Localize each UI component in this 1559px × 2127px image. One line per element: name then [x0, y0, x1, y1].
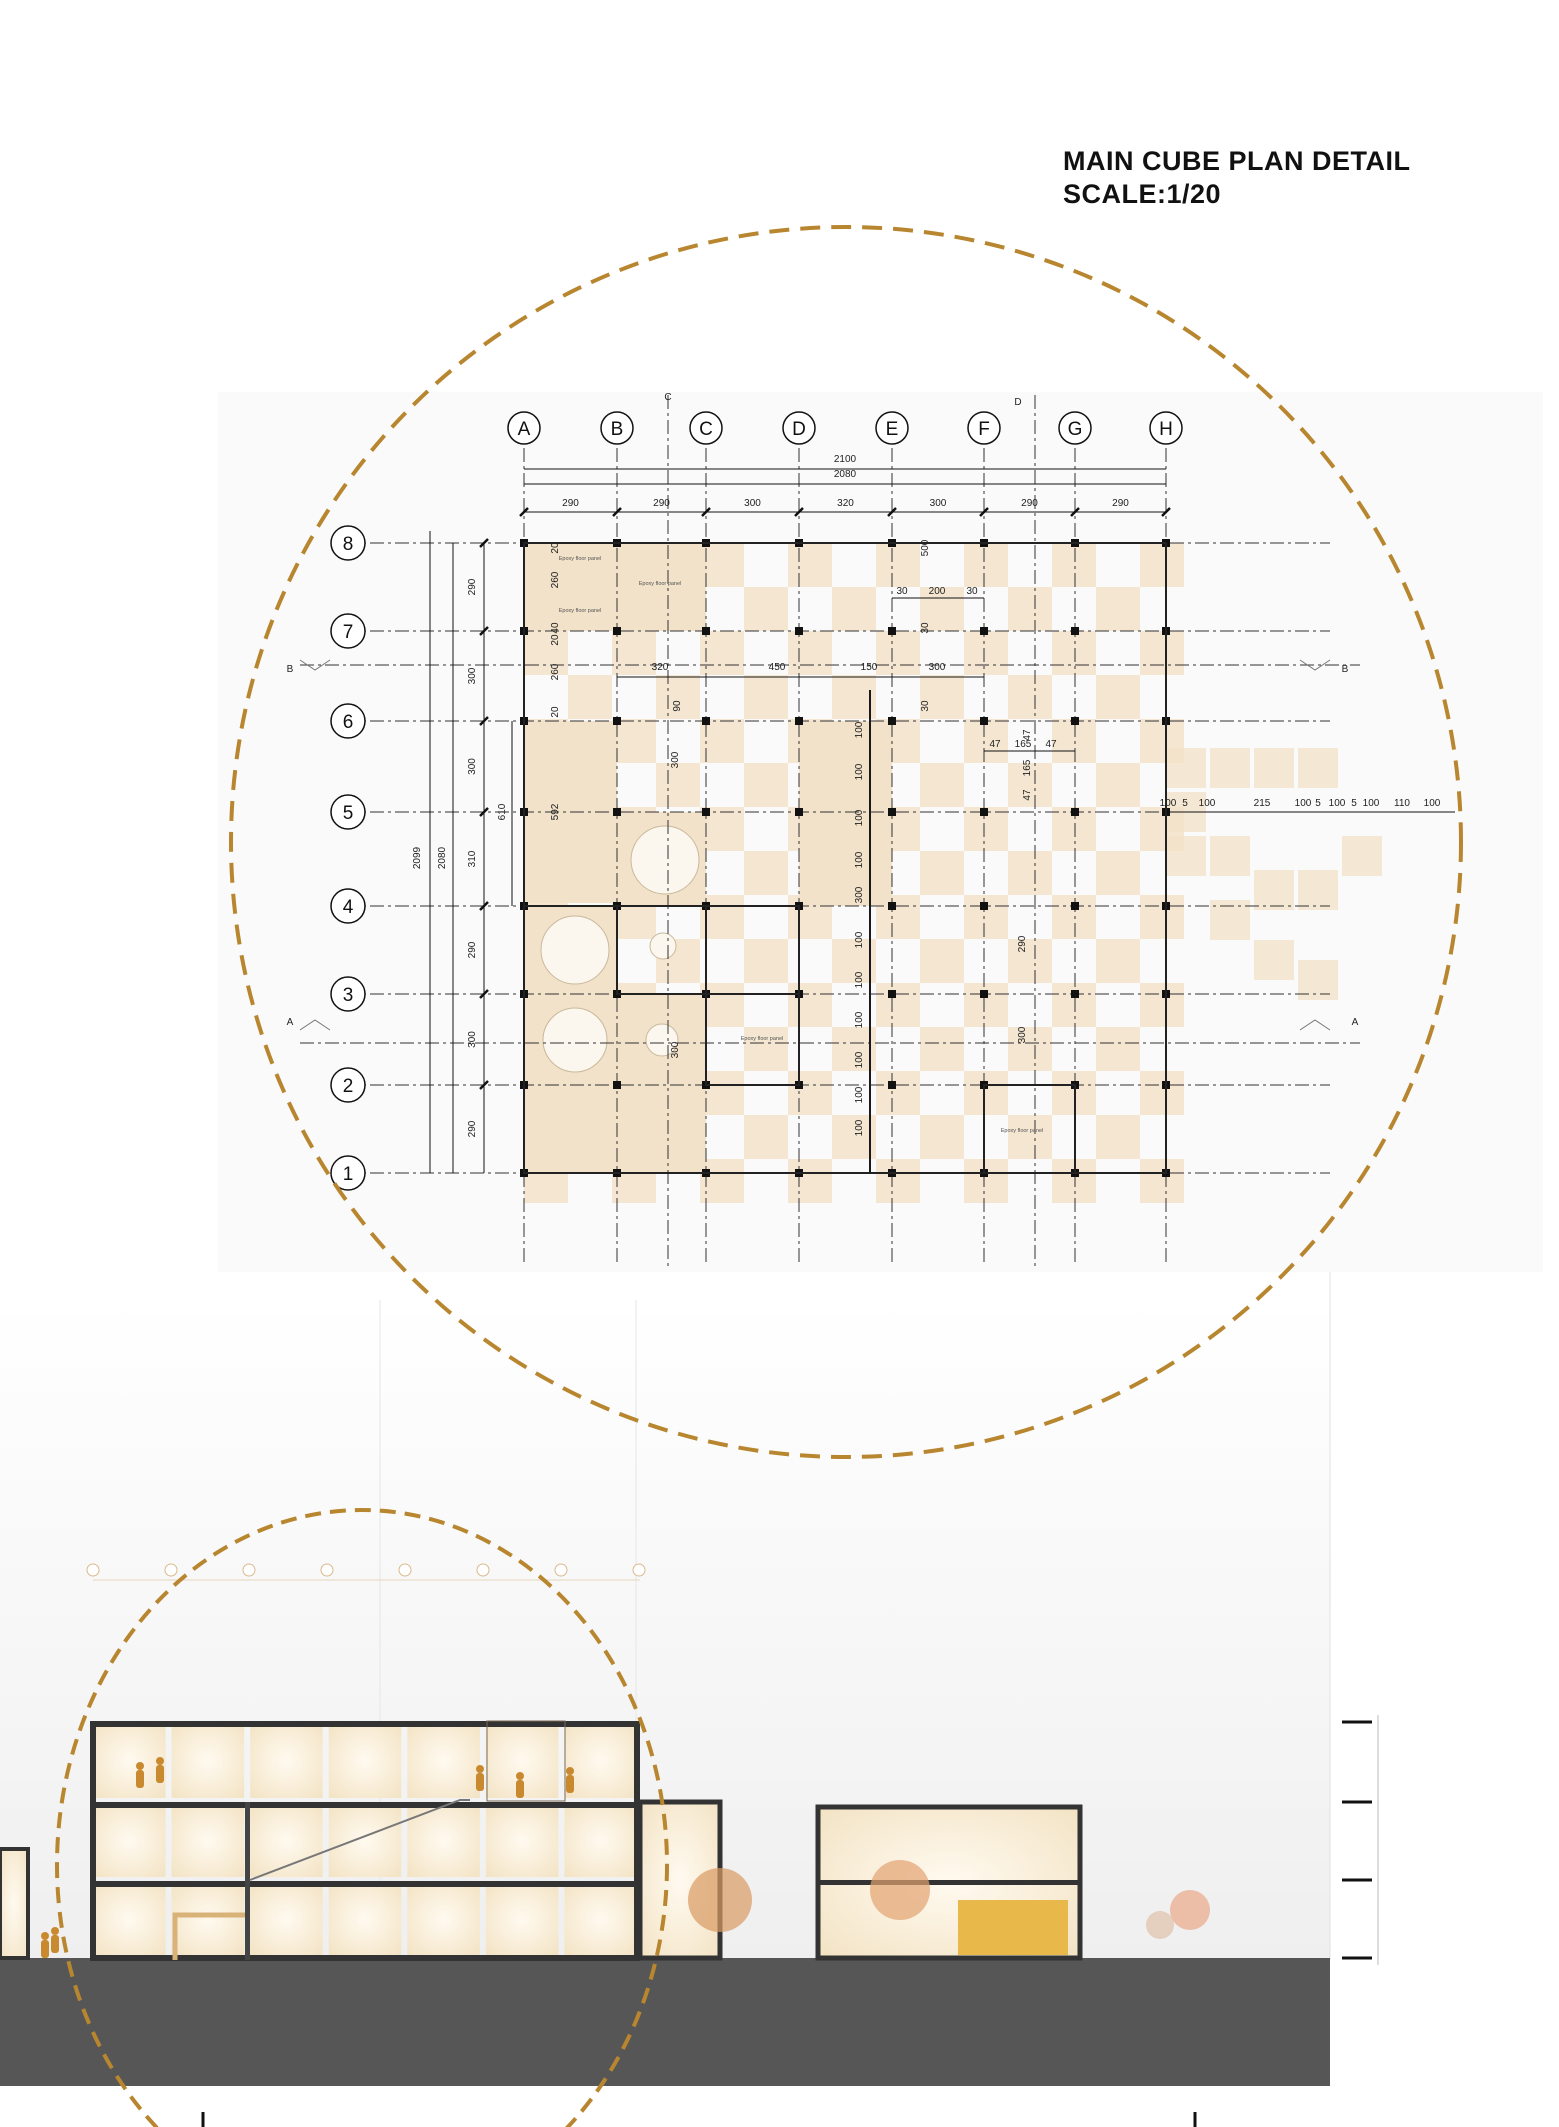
span-dimension: 100 [854, 971, 865, 989]
structural-column [1071, 717, 1079, 725]
span-dimension: 5 [1182, 798, 1188, 809]
floor-tile [1052, 895, 1096, 939]
span-dimension: 47 [1045, 739, 1057, 750]
floor-tile [568, 675, 612, 719]
structural-column [980, 990, 988, 998]
structural-column [888, 808, 896, 816]
structural-column [1071, 808, 1079, 816]
round-element [543, 1008, 607, 1072]
span-dimension: 100 [854, 1011, 865, 1029]
floor-tile [700, 543, 744, 587]
bay-dimension: 300 [467, 667, 478, 685]
column-axis-label: H [1159, 419, 1173, 440]
floor-tile [876, 631, 920, 675]
room [93, 1805, 166, 1877]
floor-tile [1298, 748, 1338, 788]
bay-dimension: 300 [467, 1031, 478, 1048]
floor-panel [617, 1085, 706, 1173]
floor-tile [1298, 870, 1338, 910]
floor-panel [799, 812, 892, 906]
structural-column [888, 717, 896, 725]
floor-tile [744, 675, 788, 719]
floor-tile [1008, 1027, 1052, 1071]
room [329, 1884, 402, 1955]
room [329, 1805, 402, 1877]
span-dimension: 5 [1351, 798, 1357, 809]
floor-panel [617, 543, 706, 631]
bay-dimension: 290 [1112, 498, 1129, 509]
structural-column [980, 627, 988, 635]
span-dimension: 100 [854, 1051, 865, 1069]
floor-tile [788, 1159, 832, 1203]
level-markers [1342, 1722, 1372, 1958]
structural-column [980, 808, 988, 816]
floor-tile [1166, 748, 1206, 788]
person-figure [156, 1765, 164, 1783]
floor-tile [1254, 940, 1294, 980]
bay-dimension: 290 [1021, 498, 1038, 509]
person-figure [516, 1772, 524, 1780]
span-dimension: 300 [1017, 1026, 1028, 1044]
floor-tile [876, 1071, 920, 1115]
section-marker: A [286, 1017, 294, 1028]
floor-tile [876, 543, 920, 587]
room [329, 1724, 402, 1798]
span-dimension: 290 [1017, 935, 1028, 953]
overall-dimension: 2100 [833, 454, 857, 465]
ground-slab [0, 1958, 1330, 2086]
overall-dimension: 2080 [833, 469, 857, 480]
floor-tile [744, 763, 788, 807]
floor-tile [700, 1159, 744, 1203]
section-axis-bubble [243, 1564, 255, 1576]
floor-tile [920, 851, 964, 895]
tree [688, 1868, 752, 1932]
person-figure [51, 1927, 59, 1935]
floor-tile [964, 1071, 1008, 1115]
span-dimension: 320 [651, 662, 669, 673]
structural-column [888, 627, 896, 635]
floor-tile [1096, 1115, 1140, 1159]
structural-column [795, 808, 803, 816]
tree [1146, 1911, 1174, 1939]
section-axis-bubble [477, 1564, 489, 1576]
floor-tile [920, 1027, 964, 1071]
floor-tile [1254, 748, 1294, 788]
left-block [0, 1849, 28, 1958]
floor-tile [1166, 836, 1206, 876]
round-element [650, 933, 676, 959]
span-dimension: 20 [550, 634, 561, 646]
room [93, 1884, 166, 1955]
span-dimension: 100 [1198, 798, 1216, 809]
span-dimension: 100 [1294, 798, 1312, 809]
span-dimension: 100 [854, 721, 865, 739]
bay-dimension: 310 [467, 850, 478, 868]
panel-label: Epoxy floor panel [740, 1036, 784, 1042]
column-axis-label: B [610, 419, 624, 440]
overall-dimension: 2099 [412, 846, 423, 870]
wall [245, 1802, 250, 1960]
room [93, 1724, 166, 1798]
floor-tile [1254, 870, 1294, 910]
tree [1170, 1890, 1210, 1930]
span-dimension: 215 [1253, 798, 1271, 809]
person-figure [516, 1780, 524, 1798]
room [250, 1884, 323, 1955]
span-dimension: 592 [550, 803, 561, 821]
person-figure [136, 1770, 144, 1788]
floor-tile [1052, 631, 1096, 675]
panel-label: Epoxy floor panel [638, 581, 682, 587]
person-figure [566, 1775, 574, 1793]
person-figure [51, 1935, 59, 1953]
floor-tile [1052, 983, 1096, 1027]
span-dimension: 100 [854, 931, 865, 949]
structural-column [888, 990, 896, 998]
floor-panel [799, 721, 892, 812]
floor-tile [744, 939, 788, 983]
floor-tile [1210, 836, 1250, 876]
span-dimension: 110 [1394, 798, 1410, 809]
span-dimension: 200 [928, 586, 946, 597]
floor-tile [1008, 939, 1052, 983]
floor-slab [818, 1880, 1080, 1885]
structural-column [1071, 902, 1079, 910]
span-dimension: 260 [550, 663, 561, 681]
span-dimension: 30 [920, 622, 931, 634]
panel-label: Epoxy floor panel [558, 608, 602, 614]
floor-tile [876, 1159, 920, 1203]
floor-tile [1052, 543, 1096, 587]
span-dimension: 5 [1315, 798, 1321, 809]
floor-tile [876, 983, 920, 1027]
floor-tile [964, 1159, 1008, 1203]
column-axis-label: D [792, 419, 806, 440]
room [486, 1884, 559, 1955]
span-dimension: 100 [854, 763, 865, 781]
floor-tile [1008, 1115, 1052, 1159]
panel-label: Epoxy floor panel [558, 556, 602, 562]
floor-tile [656, 763, 700, 807]
room [172, 1805, 245, 1877]
structural-column [702, 627, 710, 635]
structural-column [888, 1081, 896, 1089]
floor-tile [920, 1115, 964, 1159]
person-figure [136, 1762, 144, 1770]
floor-tile [964, 983, 1008, 1027]
structural-column [1071, 990, 1079, 998]
floor-tile [1140, 1159, 1184, 1203]
title-line-2: SCALE:1/20 [1063, 179, 1222, 209]
bay-dimension: 290 [562, 498, 579, 509]
span-dimension: 20 [550, 542, 561, 554]
floor-tile [1140, 631, 1184, 675]
span-dimension: 610 [497, 803, 508, 821]
floor-tile [1096, 939, 1140, 983]
floor-tile [612, 631, 656, 675]
floor-tile [1140, 895, 1184, 939]
span-dimension: 260 [550, 571, 561, 589]
round-element [541, 916, 609, 984]
floor-tile [788, 983, 832, 1027]
span-dimension: 100 [1159, 798, 1177, 809]
span-dimension: 100 [1362, 798, 1380, 809]
span-dimension: 90 [672, 700, 683, 712]
room [172, 1724, 245, 1798]
section-axis-bubble [555, 1564, 567, 1576]
overall-dimension: 2080 [437, 846, 448, 870]
column-axis-label: F [978, 419, 990, 440]
structural-column [1071, 627, 1079, 635]
floor-tile [1096, 763, 1140, 807]
floor-slab [90, 1802, 640, 1808]
span-dimension: 47 [1022, 729, 1033, 741]
floor-tile [788, 543, 832, 587]
room [250, 1724, 323, 1798]
column-axis-label: A [517, 419, 531, 440]
structural-column [795, 717, 803, 725]
bay-dimension: 320 [837, 498, 854, 509]
structural-column [795, 627, 803, 635]
structural-column [613, 627, 621, 635]
section-axis-bubble [321, 1564, 333, 1576]
floor-tile [832, 587, 876, 631]
title-line-1: MAIN CUBE PLAN DETAIL [1063, 146, 1411, 176]
structural-column [613, 808, 621, 816]
span-dimension: 100 [854, 809, 865, 827]
row-axis-label: 5 [342, 803, 354, 824]
floor-tile [1008, 587, 1052, 631]
person-figure [566, 1767, 574, 1775]
span-dimension: 100 [1423, 798, 1441, 809]
floor-tile [1096, 1027, 1140, 1071]
section-marker: A [1351, 1017, 1359, 1028]
structural-column [980, 717, 988, 725]
section-marker: D [1014, 397, 1022, 408]
floor-tile [700, 719, 744, 763]
span-dimension: 300 [670, 751, 681, 769]
person-figure [476, 1773, 484, 1791]
section-marker: C [664, 392, 672, 403]
wall [90, 1721, 96, 1958]
floor-tile [964, 895, 1008, 939]
section-marker: B [1341, 664, 1349, 675]
column-axis-label: G [1067, 419, 1083, 440]
structural-column [980, 902, 988, 910]
bay-dimension: 300 [467, 758, 478, 775]
span-dimension: 300 [670, 1041, 681, 1059]
row-axis-label: 3 [342, 985, 354, 1006]
person-figure [156, 1757, 164, 1765]
span-dimension: 30 [966, 586, 978, 597]
span-dimension: 150 [860, 662, 878, 673]
section-axis-bubble [399, 1564, 411, 1576]
floor-tile [964, 631, 1008, 675]
room [172, 1884, 245, 1955]
section-axis-bubble [633, 1564, 645, 1576]
span-dimension: 100 [1328, 798, 1346, 809]
room [564, 1884, 637, 1955]
person-figure [41, 1940, 49, 1958]
row-axis-label: 8 [342, 534, 354, 555]
floor-tile [1210, 748, 1250, 788]
span-dimension: 47 [1022, 789, 1033, 801]
floor-slab [90, 1721, 640, 1727]
floor-tile [1140, 983, 1184, 1027]
floor-tile [524, 631, 568, 675]
span-dimension: 20 [550, 706, 561, 718]
floor-tile [788, 1071, 832, 1115]
panel-label: Epoxy floor panel [1000, 1128, 1044, 1134]
structural-column [702, 717, 710, 725]
floor-tile [744, 1115, 788, 1159]
row-axis-label: 1 [342, 1164, 354, 1185]
span-dimension: 47 [989, 739, 1001, 750]
bay-dimension: 290 [467, 941, 478, 959]
floor-tile [1140, 1071, 1184, 1115]
floor-tile [1096, 675, 1140, 719]
structural-column [613, 717, 621, 725]
floor-tile [920, 939, 964, 983]
room [407, 1724, 480, 1798]
bay-dimension: 290 [467, 578, 478, 596]
person-figure [476, 1765, 484, 1773]
span-dimension: 30 [896, 586, 908, 597]
span-dimension: 40 [550, 622, 561, 634]
span-dimension: 300 [928, 662, 946, 673]
floor-tile [1052, 719, 1096, 763]
floor-tile [612, 719, 656, 763]
floor-tile [964, 719, 1008, 763]
structural-column [702, 808, 710, 816]
floor-tile [920, 763, 964, 807]
row-axis-label: 4 [342, 897, 354, 918]
span-dimension: 30 [920, 700, 931, 712]
structural-column [888, 902, 896, 910]
section-marker: B [286, 664, 294, 675]
room [564, 1805, 637, 1877]
row-axis-label: 6 [342, 712, 354, 733]
section-axis-bubble [87, 1564, 99, 1576]
row-axis-label: 2 [342, 1076, 354, 1097]
span-dimension: 165 [1022, 759, 1033, 777]
yellow-wall [958, 1900, 1068, 1955]
floor-tile [1008, 851, 1052, 895]
floor-tile [744, 1027, 788, 1071]
span-dimension: 500 [920, 539, 931, 557]
span-dimension: 450 [768, 662, 786, 673]
tree [870, 1860, 930, 1920]
floor-tile [1008, 675, 1052, 719]
column-axis-label: E [885, 419, 899, 440]
span-dimension: 100 [854, 1086, 865, 1104]
floor-tile [744, 587, 788, 631]
span-dimension: 165 [1014, 739, 1032, 750]
floor-tile [964, 543, 1008, 587]
person-figure [41, 1932, 49, 1940]
section-axis-bubble [165, 1564, 177, 1576]
floor-tile [1342, 836, 1382, 876]
bay-dimension: 300 [744, 498, 761, 509]
structural-column [613, 1081, 621, 1089]
room [486, 1805, 559, 1877]
floor-tile [1096, 587, 1140, 631]
bay-dimension: 290 [653, 498, 670, 509]
floor-tile [788, 631, 832, 675]
column-axis-label: C [699, 419, 713, 440]
floor-tile [744, 851, 788, 895]
span-dimension: 100 [854, 1119, 865, 1137]
bay-dimension: 290 [467, 1120, 478, 1138]
room [564, 1724, 637, 1798]
span-dimension: 300 [854, 886, 865, 904]
floor-tile [1140, 543, 1184, 587]
span-dimension: 100 [854, 851, 865, 869]
floor-panel [524, 1085, 617, 1173]
floor-slab [90, 1881, 640, 1887]
floor-tile [1096, 851, 1140, 895]
round-element [631, 826, 699, 894]
row-axis-label: 7 [342, 622, 354, 643]
floor-tile [700, 631, 744, 675]
room [407, 1884, 480, 1955]
bay-dimension: 300 [929, 498, 947, 509]
